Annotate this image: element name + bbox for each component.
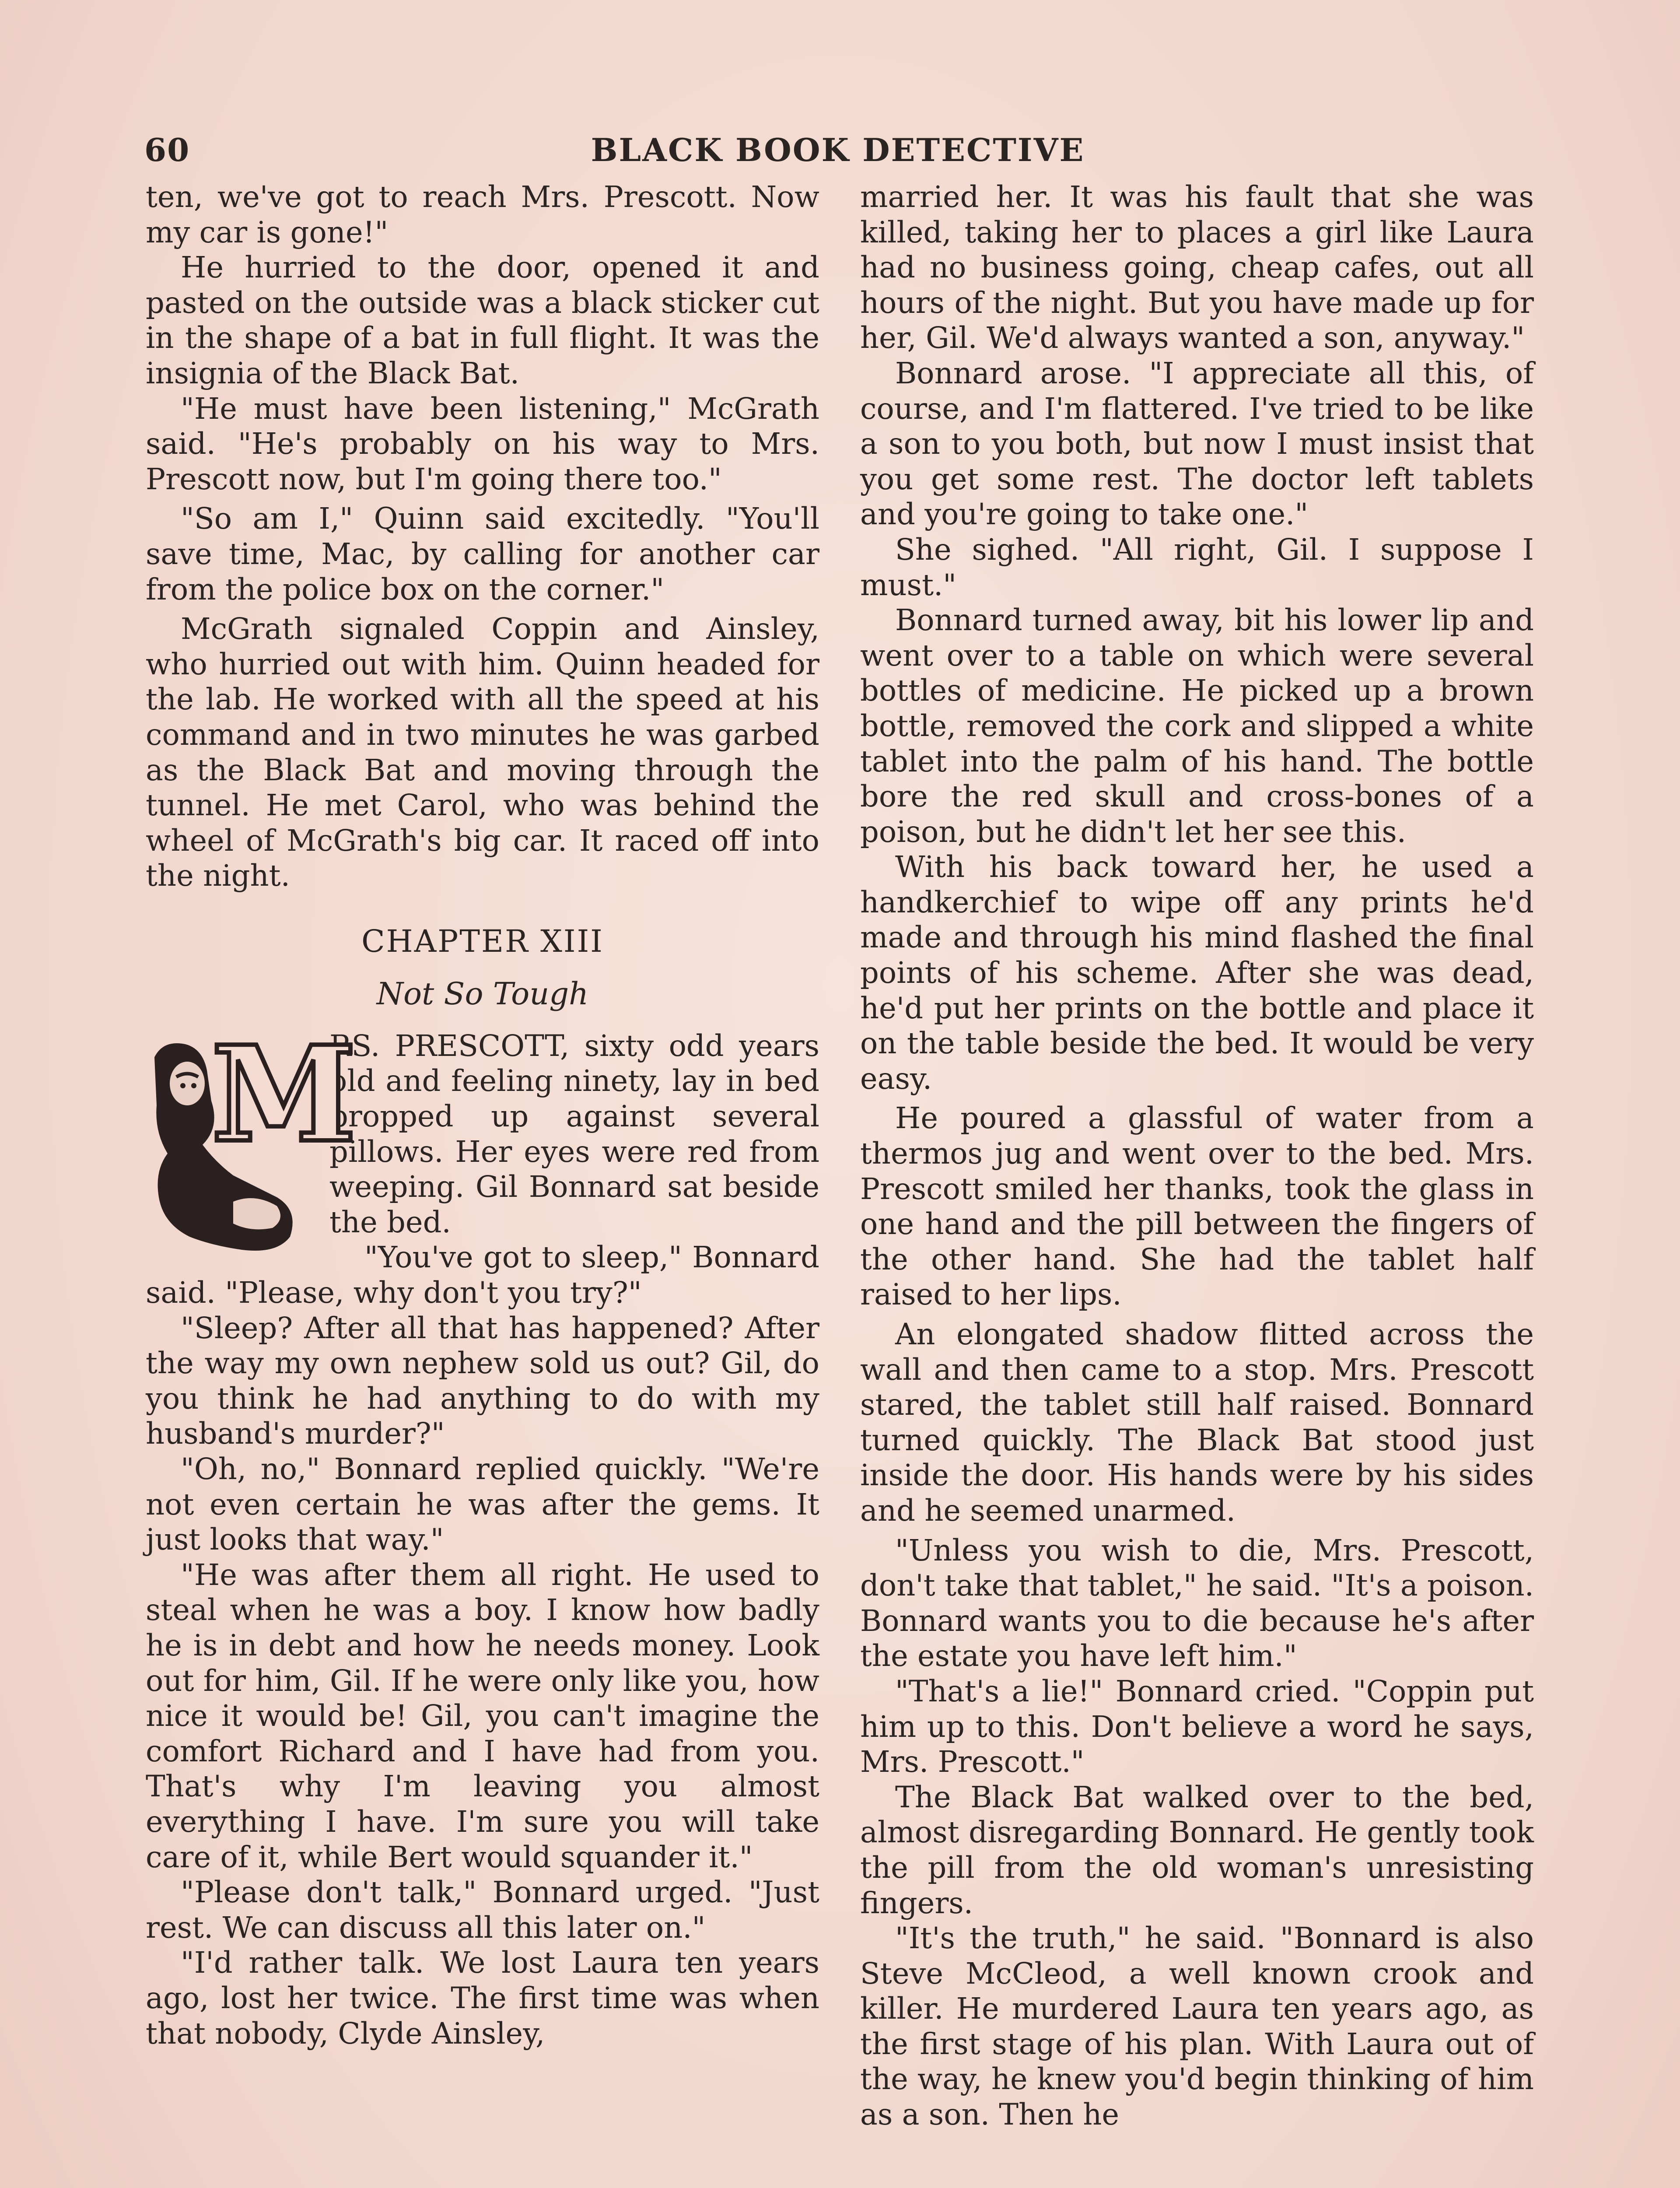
paragraph: He hurried to the door, opened it and pasted on the outside was a black sticker cut in the shape of a bat in full flight. It was the insignia of the Black Bat.: [146, 250, 819, 390]
paragraph: Bonnard turned away, bit his lower lip and went over to a table on which were several bottles of medicine. He picked up a brown bottle, removed the cork and slipped a white tablet into the palm of his hand. The bottle bore the red skull and cross-bones of a poison, but he didn't let her see this.: [860, 603, 1534, 849]
paragraph: "He was after them all right. He used to steal when he was a boy. I know how badly he is in debt and how he needs money. Look out for him, Gil. If he were only like you, how nice it would be! Gil, you can't imagine the comfort Richard and I have had from you. That's why I'm leaving you almost everything I have. I'm sure you will take care of it, while Bert would squander it.": [146, 1557, 819, 1874]
paragraph: "That's a lie!" Bonnard cried. "Coppin put him up to this. Don't believe a word he says, Mrs. Prescott.": [860, 1674, 1534, 1779]
chapter-heading: CHAPTER XIII: [361, 923, 604, 959]
illustrated-dropcap: [146, 1017, 357, 1259]
paragraph: She sighed. "All right, Gil. I suppose I must.": [860, 532, 1534, 602]
paragraph: Bonnard arose. "I appreciate all this, of course, and I'm flattered. I've tried to be like a son to you both, but now I must insist that you get some rest. The doctor left tablets and you're going to take one.": [860, 356, 1534, 532]
right-column: [860, 179, 1534, 2132]
paragraph: "Oh, no," Bonnard replied quickly. "We're not even certain he was after the gems. It just looks that way.": [146, 1452, 819, 1557]
paragraph: "So am I," Quinn said excitedly. "You'll save time, Mac, by calling for another car from the police box on the corner.": [146, 501, 819, 607]
paragraph: married her. It was his fault that she was killed, taking her to places a girl like Laura had no business going, cheap cafes, out all hours of the night. But you have made up for her, Gil. We'd always wanted a son, anyway.": [860, 180, 1534, 355]
paragraph: An elongated shadow flitted across the wall and then came to a stop. Mrs. Prescott stared, the tablet still half raised. Bonnard turned quickly. The Black Bat stood just inside the door. His hands were by his sides and he seemed unarmed.: [860, 1317, 1534, 1528]
paragraph: McGrath signaled Coppin and Ainsley, who hurried out with him. Quinn headed for the lab. He worked with all the speed at his command and in two minutes he was garbed as the Black Bat and moving through the tunnel. He met Carol, who was behind the wheel of McGrath's big car. It raced off into the night.: [146, 612, 819, 893]
dropcap-letter: M: [211, 1017, 357, 1171]
paragraph: ten, we've got to reach Mrs. Prescott. Now my car is gone!": [146, 180, 819, 249]
dropcap-illustration-icon: [146, 1017, 357, 1259]
paragraph: He poured a glassful of water from a thermos jug and went over to the bed. Mrs. Prescott smiled her thanks, took the glass in one hand and the pill between the fingers of the other hand. She had the tablet half raised to her lips.: [860, 1101, 1534, 1312]
chapter-opening: [146, 1017, 819, 1311]
paragraph: "Sleep? After all that has happened? After the way my own nephew sold us out? Gil, do you think he had anything to do with my husband's murder?": [146, 1311, 819, 1451]
running-title: BLACK BOOK DETECTIVE: [591, 131, 1085, 168]
page-header: [144, 131, 1531, 179]
paragraph: "You've got to sleep," Bonnard said. "Please, why don't you try?": [146, 1240, 819, 1310]
paragraph: "It's the truth," he said. "Bonnard is also Steve McCleod, a well known crook and killer. He murdered Laura ten years ago, as the first stage of his plan. With Laura out of the way, he knew you'd begin thinking of him as a son. Then he: [860, 1921, 1534, 2132]
paragraph: The Black Bat walked over to the bed, almost disregarding Bonnard. He gently took the pill from the old woman's unresisting fingers.: [860, 1780, 1534, 1920]
chapter-subtitle: Not So Tough: [376, 975, 589, 1012]
paragraph: "He must have been listening," McGrath said. "He's probably on his way to Mrs. Prescott now, but I'm going there too.": [146, 391, 819, 496]
paragraph: "I'd rather talk. We lost Laura ten years ago, lost her twice. The first time was when that nobody, Clyde Ainsley,: [146, 1946, 819, 2051]
paragraph: RS. PRESCOTT, sixty odd years old and feeling ninety, lay in bed propped up against several pillows. Her eyes were red from weeping. Gil Bonnard sat beside the bed.: [329, 1028, 819, 1239]
paragraph: "Unless you wish to die, Mrs. Prescott, don't take that tablet," he said. "It's a poison. Bonnard wants you to die because he's after the estate you have left him.": [860, 1533, 1534, 1673]
paragraph: "Please don't talk," Bonnard urged. "Just rest. We can discuss all this later on.": [146, 1875, 819, 1945]
left-column: [146, 179, 819, 2051]
page-number: 60: [144, 131, 190, 168]
paragraph: With his back toward her, he used a handkerchief to wipe off any prints he'd made and through his mind flashed the final points of his scheme. After she was dead, he'd put her prints on the bottle and place it on the table beside the bed. It would be very easy.: [860, 850, 1534, 1096]
